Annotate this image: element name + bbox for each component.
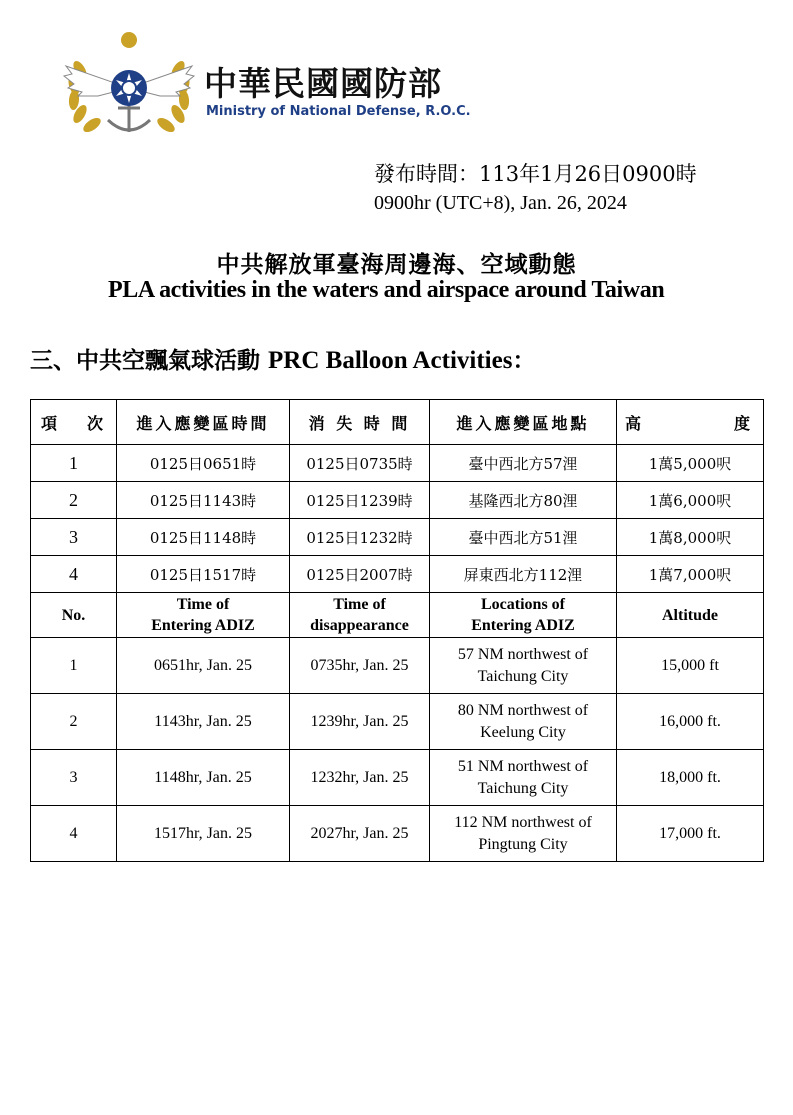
entry-time: 0651hr, Jan. 25 xyxy=(117,638,290,694)
disappear-time: 1232hr, Jan. 25 xyxy=(290,750,430,806)
altitude: 16,000 ft. xyxy=(617,694,764,750)
header-altitude-zh: 高 度 xyxy=(617,400,764,445)
entry-time: 1517hr, Jan. 25 xyxy=(117,806,290,862)
header-disappear-time-zh: 消 失 時 間 xyxy=(290,400,430,445)
entry-time: 0125日0651時 xyxy=(117,445,290,482)
entry-time: 0125日1148時 xyxy=(117,519,290,556)
table-row xyxy=(31,694,764,750)
header-altitude-en: Altitude xyxy=(617,593,764,638)
disappear-time: 0125日1232時 xyxy=(290,519,430,556)
entry-location: 57 NM northwest of Taichung City xyxy=(430,638,617,694)
altitude: 1萬8,000呎 xyxy=(617,519,764,556)
ministry-emblem-icon xyxy=(58,30,200,142)
document-title-zh: 中共解放軍臺海周邊海、空域動態 xyxy=(216,251,577,278)
altitude: 17,000 ft. xyxy=(617,806,764,862)
table-row xyxy=(31,638,764,694)
row-number: 2 xyxy=(31,482,117,519)
release-time-en: 0900hr (UTC+8), Jan. 26, 2024 xyxy=(374,192,627,214)
table-row xyxy=(31,806,764,862)
entry-location: 臺中西北方57浬 xyxy=(430,445,617,482)
row-number: 1 xyxy=(31,445,117,482)
org-name-en: Ministry of National Defense, R.O.C. xyxy=(206,104,471,119)
entry-time: 1148hr, Jan. 25 xyxy=(117,750,290,806)
header-entry-time-en: Time of Entering ADIZ xyxy=(117,593,290,638)
header-location-en: Locations of Entering ADIZ xyxy=(430,593,617,638)
header-no-en: No. xyxy=(31,593,117,638)
row-number: 1 xyxy=(31,638,117,694)
altitude: 18,000 ft. xyxy=(617,750,764,806)
altitude: 15,000 ft xyxy=(617,638,764,694)
entry-time: 1143hr, Jan. 25 xyxy=(117,694,290,750)
table-header-zh xyxy=(31,400,764,445)
entry-location: 80 NM northwest of Keelung City xyxy=(430,694,617,750)
disappear-time: 1239hr, Jan. 25 xyxy=(290,694,430,750)
header-location-zh: 進入應變區地點 xyxy=(430,400,617,445)
disappear-time: 0125日0735時 xyxy=(290,445,430,482)
entry-time: 0125日1143時 xyxy=(117,482,290,519)
entry-location: 51 NM northwest of Taichung City xyxy=(430,750,617,806)
altitude: 1萬7,000呎 xyxy=(617,556,764,593)
document-title-en: PLA activities in the waters and airspace around Taiwan xyxy=(108,277,665,303)
balloon-activity-table xyxy=(30,399,764,862)
entry-location: 基隆西北方80浬 xyxy=(430,482,617,519)
disappear-time: 0125日1239時 xyxy=(290,482,430,519)
row-number: 4 xyxy=(31,806,117,862)
header-disappear-time-en: Time of disappearance xyxy=(290,593,430,638)
row-number: 2 xyxy=(31,694,117,750)
section-heading-suffix: ： xyxy=(512,347,536,374)
table-header-en xyxy=(31,593,764,638)
disappear-time: 2027hr, Jan. 25 xyxy=(290,806,430,862)
table-row xyxy=(31,482,764,519)
section-heading xyxy=(30,342,535,375)
disappear-time: 0125日2007時 xyxy=(290,556,430,593)
entry-location: 112 NM northwest of Pingtung City xyxy=(430,806,617,862)
row-number: 3 xyxy=(31,519,117,556)
entry-location: 臺中西北方51浬 xyxy=(430,519,617,556)
release-time-zh: 發布時間：113年1月26日0900時 xyxy=(374,162,697,186)
table-row xyxy=(31,556,764,593)
row-number: 3 xyxy=(31,750,117,806)
entry-location: 屏東西北方112浬 xyxy=(430,556,617,593)
table-row xyxy=(31,750,764,806)
altitude: 1萬6,000呎 xyxy=(617,482,764,519)
row-number: 4 xyxy=(31,556,117,593)
section-heading-en: PRC Balloon Activities xyxy=(268,347,513,374)
section-heading-zh: 三、中共空飄氣球活動 xyxy=(30,347,260,374)
org-name-zh: 中華民國國防部 xyxy=(204,64,442,103)
disappear-time: 0735hr, Jan. 25 xyxy=(290,638,430,694)
table-row xyxy=(31,445,764,482)
entry-time: 0125日1517時 xyxy=(117,556,290,593)
table-row xyxy=(31,519,764,556)
header-entry-time-zh: 進入應變區時間 xyxy=(117,400,290,445)
header-item-zh: 項 次 xyxy=(31,400,117,445)
altitude: 1萬5,000呎 xyxy=(617,445,764,482)
